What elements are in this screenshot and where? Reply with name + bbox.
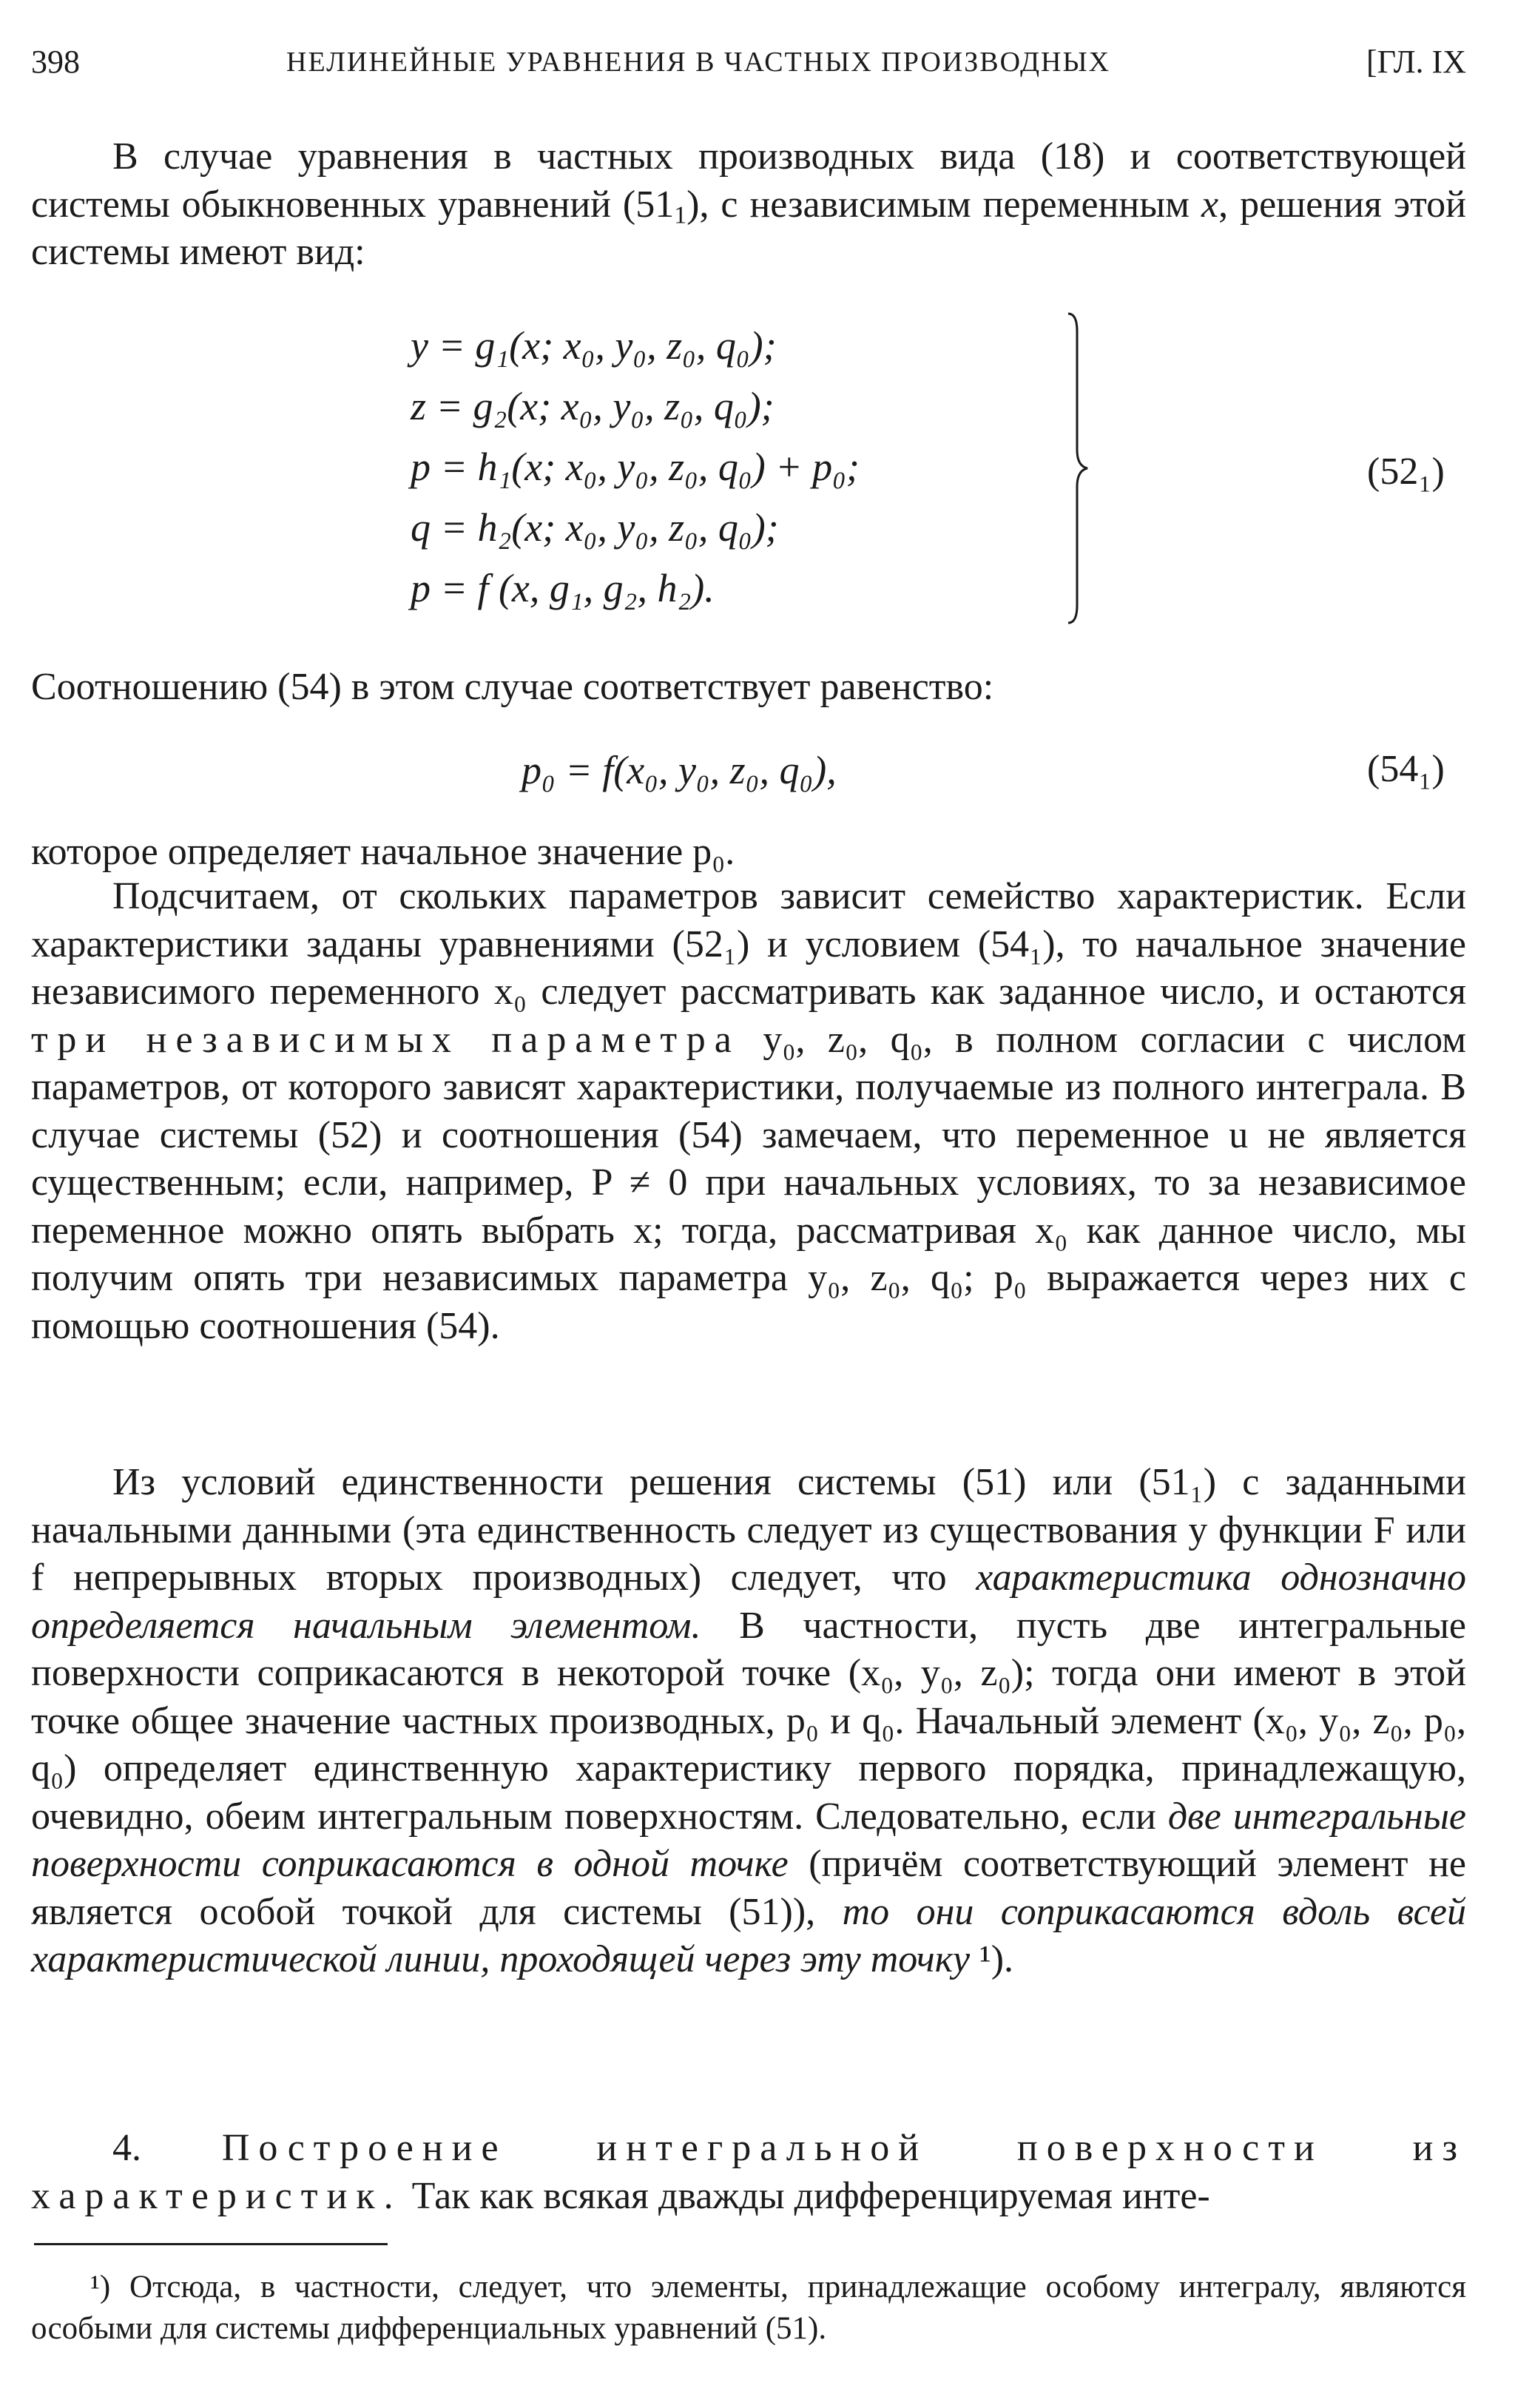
chapter-label: [ГЛ. IX (1366, 44, 1466, 80)
page-number: 398 (31, 44, 80, 80)
equation-tag: (54₁) (1367, 748, 1445, 790)
spaced-emphasis: три независимых параметра (31, 1018, 740, 1061)
right-brace-icon (1065, 309, 1095, 627)
equation-system-52-1 (411, 315, 860, 618)
text-run: ), с независимым переменным (686, 183, 1202, 226)
running-header (31, 43, 1466, 95)
equation-row: p = f (x, g₁, g₂, h₂). (411, 566, 715, 610)
italic-emphasis: две интегральные поверхности соприкасаются в одной точке (31, 1795, 1467, 1885)
equation-row: q = h₂(x; x₀, y₀, z₀, q₀); (411, 505, 779, 550)
text-run: В частности, пусть две интегральные поверхности соприкасаются в некоторой точке (x₀, y₀, z₀); тогда они имеют в этой точке общее значение частных производных, p₀ и q₀. Начальный элемент (x₀, y₀, z₀, p₀, q₀) определяет единственную характеристику первого порядка, принадлежащую, очевидно, обеим интегральным поверхностям. Следовательно, если (31, 1604, 1467, 1838)
paragraph-intro (31, 133, 1466, 277)
paragraph-uniqueness (31, 1459, 1466, 1984)
equation-row: y = g₁(x; x₀, y₀, z₀, q₀); (411, 323, 777, 368)
equation-row: p = h₁(x; x₀, y₀, z₀, q₀) + p₀; (411, 445, 860, 489)
text-run: Из условий единственности решения системы (51) или (51₁) с заданными начальными данными (эта единственность следует из существования у функции F или f непрерывных вторых производных) следует, что (31, 1461, 1466, 1599)
section-number: 4. (112, 2127, 222, 2169)
paragraph-parameters (31, 873, 1466, 1350)
subscript: 1 (674, 200, 687, 229)
footnote-ref: ¹). (970, 1938, 1014, 1980)
section-4-paragraph (31, 2125, 1466, 2220)
variable-x: x (1201, 183, 1219, 226)
equation-tag: (52₁) (1367, 451, 1445, 493)
text-run: В случае уравнения в частных производных вида (18) и соответствующей системы обыкновенных уравнений (51 (31, 135, 1466, 226)
italic-emphasis: то они соприкасаются вдоль всей характеристической линии, проходящей через эту точку (31, 1890, 1466, 1980)
text-run: Подсчитаем, от скольких параметров зависит семейство характеристик. Если характеристики заданы уравнениями (52₁) и условием (54₁), то начальное значение независимого переменного x₀ следует рассматривать как заданное число, и остаются (31, 875, 1466, 1013)
footnote-divider (34, 2243, 388, 2245)
equation-54-1: p₀ = f(x₀, y₀, z₀, q₀), (522, 748, 837, 792)
italic-emphasis: характеристика однозначно определяется начальным элементом. (31, 1557, 1466, 1647)
paragraph-relation: Соотношению (54) в этом случае соответствует равенство: (31, 666, 994, 708)
paragraph-initial-value: которое определяет начальное значение p₀. (31, 831, 735, 873)
text-run: Так как всякая дважды дифференцируемая инте- (402, 2174, 1210, 2217)
running-title: НЕЛИНЕЙНЫЕ УРАВНЕНИЯ В ЧАСТНЫХ ПРОИЗВОДНЫХ (286, 47, 1111, 78)
equation-row: z = g₂(x; x₀, y₀, z₀, q₀); (411, 384, 775, 428)
text-run: y₀, z₀, q₀, в полном согласии с числом параметров, от которого зависят характеристики, получаемые из полного интеграла. В случае системы (52) и соотношения (54) замечаем, что переменное u не является существенным; если, например, P ≠ 0 при начальных условиях, то за независимое переменное можно опять выбрать x; тогда, рассматривая x₀ как данное число, мы получим опять три независимых параметра y₀, z₀, q₀; p₀ выражается через них с помощью соотношения (54). (31, 1018, 1466, 1347)
text-run: , решения этой системы имеют вид: (31, 183, 1467, 273)
footnote: ¹) Отсюда, в частности, следует, что элементы, принадлежащие особому интегралу, являются особыми для системы дифференциальных уравнений (51). (31, 2270, 1466, 2346)
text-run: (причём соответствующий элемент не является особой точкой для системы (51)), (31, 1843, 1466, 1933)
section-heading: Построение интегральной поверхности из характеристик. (31, 2127, 1467, 2217)
